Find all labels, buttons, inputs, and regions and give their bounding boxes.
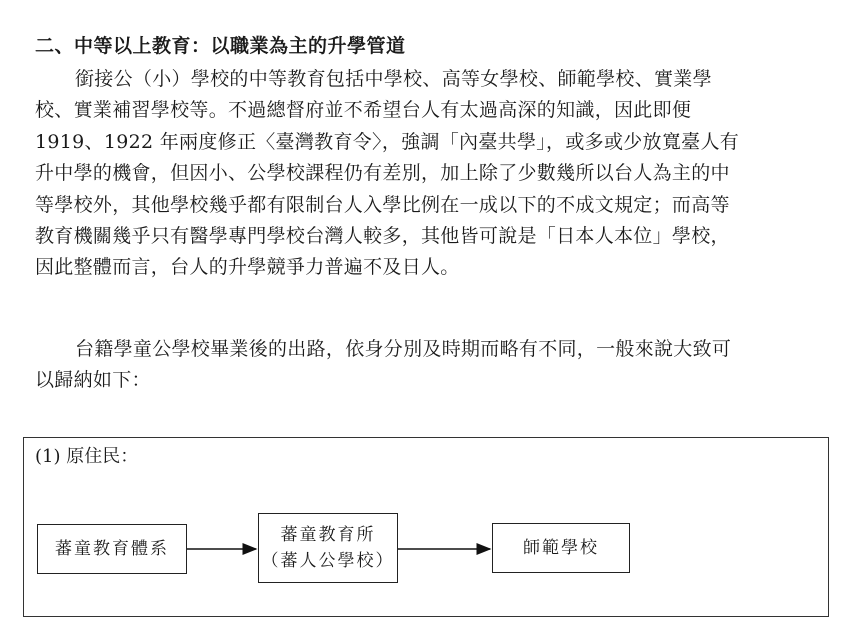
paragraph-line: 教育機關幾乎只有醫學專門學校台灣人較多，其他皆可說是「日本人本位」學校， xyxy=(35,225,730,248)
paragraph-line: 以歸納如下： xyxy=(35,369,151,392)
paragraph-1 xyxy=(35,64,835,284)
paragraph-line: 1919、1922 年兩度修正〈臺灣教育令〉，強調「內臺共學」，或多或少放寬臺人有 xyxy=(35,130,740,153)
node-label: 蕃童教育所 xyxy=(280,525,376,545)
paragraph-line: 等學校外，其他學校幾乎都有限制台人入學比例在一成以下的不成文規定；而高等 xyxy=(35,193,730,216)
flow-diagram-box xyxy=(23,437,829,617)
paragraph-2 xyxy=(35,334,835,397)
node-fantong-system xyxy=(37,524,187,574)
diagram-label: (1) 原住民： xyxy=(35,446,139,467)
section-heading: 二、中等以上教育：以職業為主的升學管道 xyxy=(35,35,406,57)
node-sublabel: （蕃人公學校） xyxy=(261,551,395,571)
paragraph-line: 升中學的機會，但因小、公學校課程仍有差別，加上除了少數幾所以台人為主的中 xyxy=(35,162,730,185)
paragraph-line: 銜接公（小）學校的中等教育包括中學校、高等女學校、師範學校、實業學 xyxy=(75,68,712,90)
paragraph-line: 因此整體而言，台人的升學競爭力普遍不及日人。 xyxy=(35,256,460,279)
node-normal-school xyxy=(492,523,630,573)
node-label: 師範學校 xyxy=(523,538,599,558)
node-label: 蕃童教育體系 xyxy=(55,539,169,559)
paragraph-line: 台籍學童公學校畢業後的出路，依身分別及時期而略有不同，一般來說大致可 xyxy=(75,338,732,360)
paragraph-line: 校、實業補習學校等。不過總督府並不希望台人有太過高深的知識，因此即便 xyxy=(35,99,692,122)
node-fantong-school xyxy=(258,513,398,583)
